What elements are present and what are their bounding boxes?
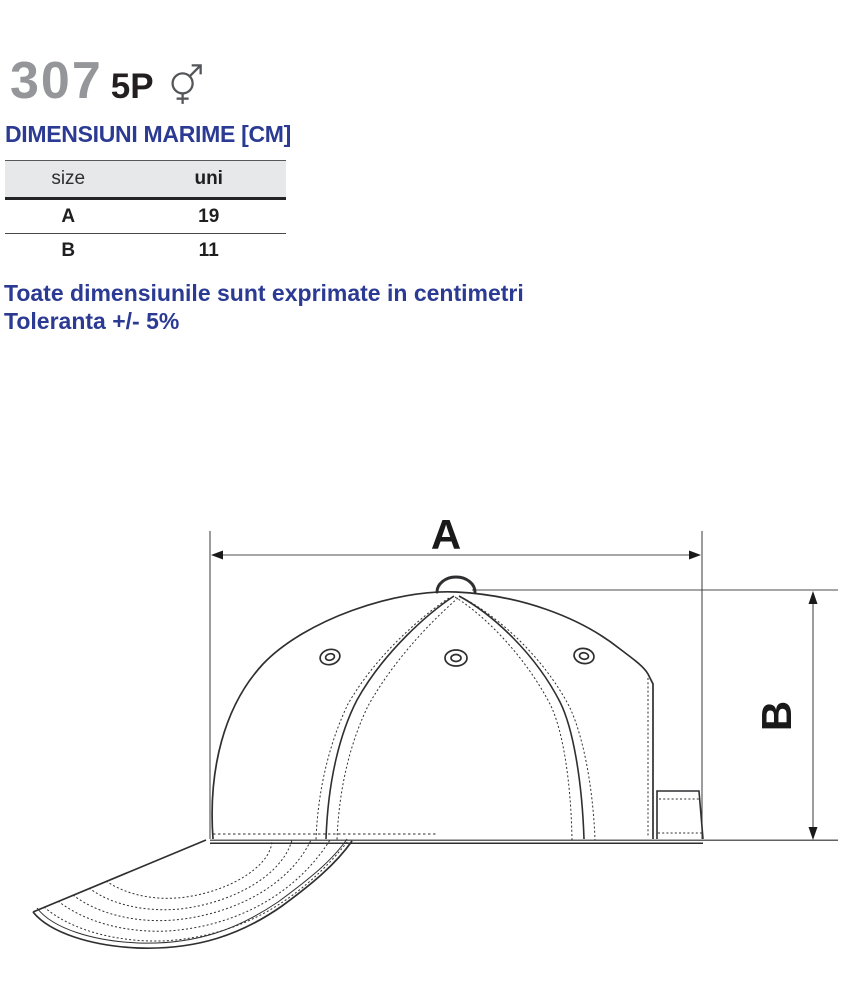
cap-eyelet-left: [318, 647, 341, 666]
seam-left-stitch-1: [316, 598, 449, 840]
arrowhead-right: [689, 551, 701, 560]
visor-stitch-4: [89, 840, 292, 910]
dimension-value: 11: [198, 239, 219, 261]
note-tolerance: Toleranta +/- 5%: [4, 308, 180, 334]
page-title: DIMENSIUNI MARIME [CM]: [5, 121, 291, 147]
product-variant: 5P: [110, 67, 154, 106]
cap-eyelet-middle: [445, 650, 467, 666]
cap-crown-outline: [212, 592, 653, 839]
note-units: Toate dimensiunile sunt exprimate in centimetri: [4, 280, 524, 306]
cap-visor: [33, 839, 352, 948]
seam-right: [459, 596, 584, 839]
seam-right-stitch-2: [463, 598, 595, 840]
dimension-b-label: B: [753, 700, 800, 732]
arrowhead-left: [211, 551, 223, 560]
column-header-size: size: [51, 168, 86, 189]
arrowhead-up: [809, 591, 818, 604]
seam-left: [326, 596, 454, 839]
seam-left-stitch-2: [337, 598, 458, 840]
visor-stitch-5: [106, 840, 272, 898]
seam-right-stitch-1: [455, 597, 572, 840]
product-code: 307: [10, 52, 103, 110]
closure-strap: [657, 791, 703, 839]
column-header-uni: uni: [194, 168, 223, 189]
visor-front-edge: [33, 841, 352, 948]
dimension-letter: A: [61, 205, 76, 227]
dimension-letter: B: [61, 239, 76, 261]
cap-body: [33, 577, 838, 948]
dimension-a-label: A: [430, 511, 462, 558]
cap-eyelet-right: [573, 647, 595, 665]
cap-top-button: [437, 577, 475, 592]
dimension-value: 19: [198, 205, 220, 227]
arrowhead-down: [809, 827, 818, 840]
